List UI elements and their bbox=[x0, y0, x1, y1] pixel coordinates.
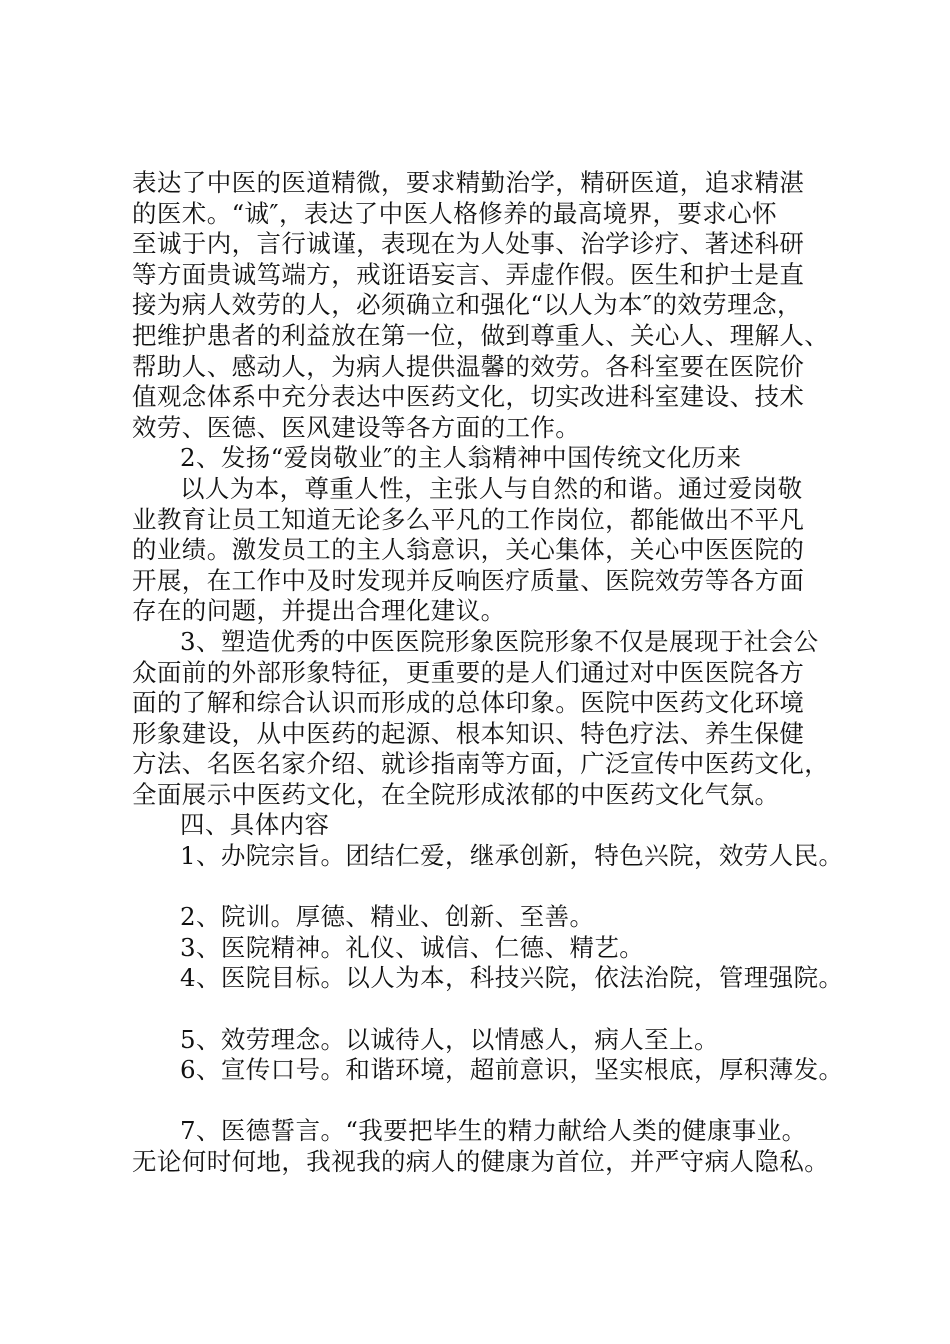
document-page bbox=[132, 168, 844, 1178]
text-line: 至诚于内，言行诚谨，表现在为人处事、治学诊疗、著述科研 bbox=[132, 229, 805, 259]
text-line: 方法、名医名家介绍、就诊指南等方面，广泛宣传中医药文化， bbox=[132, 749, 830, 779]
list-item: 1、办院宗旨。团结仁爱，继承创新，特色兴院，效劳人民。 bbox=[180, 841, 844, 871]
text-line: 等方面贵诚笃端方，戒诳语妄言、弄虚作假。医生和护士是直 bbox=[132, 259, 805, 289]
text-line: 的业绩。激发员工的主人翁意识，关心集体，关心中医医院的 bbox=[132, 535, 805, 565]
list-item: 6、宣传口号。和谐环境，超前意识，坚实根底，厚积薄发。 bbox=[180, 1055, 844, 1085]
text-line: 存在的问题，并提出合理化建议。 bbox=[132, 596, 506, 626]
list-item: 5、效劳理念。以诚待人，以情感人，病人至上。 bbox=[180, 1024, 719, 1054]
text-line: 全面展示中医药文化，在全院形成浓郁的中医药文化气氛。 bbox=[132, 779, 780, 809]
text-line: 众面前的外部形象特征，更重要的是人们通过对中医医院各方 bbox=[132, 657, 805, 687]
list-item: 2、院训。厚德、精业、创新、至善。 bbox=[180, 902, 595, 932]
text-line: 形象建设，从中医药的起源、根本知识、特色疗法、养生保健 bbox=[132, 718, 805, 748]
text-line: 效劳、医德、医风建设等各方面的工作。 bbox=[132, 412, 581, 442]
text-line: 值观念体系中充分表达中医药文化，切实改进科室建设、技术 bbox=[132, 382, 805, 412]
text-line: 把维护患者的利益放在第一位，做到尊重人、关心人、理解人、 bbox=[132, 320, 830, 350]
text-line: 面的了解和综合认识而形成的总体印象。医院中医药文化环境 bbox=[132, 688, 805, 718]
blank-line bbox=[132, 994, 844, 1025]
text-line: 开展，在工作中及时发现并反响医疗质量、医院效劳等各方面 bbox=[132, 565, 805, 595]
text-line: 帮助人、感动人，为病人提供温馨的效劳。各科室要在医院价 bbox=[132, 351, 805, 381]
text-line: 的医术。“诚″，表达了中医人格修养的最高境界，要求心怀 bbox=[132, 198, 777, 228]
blank-line bbox=[132, 1086, 844, 1117]
list-item: 4、医院目标。以人为本，科技兴院，依法治院，管理强院。 bbox=[180, 963, 844, 993]
list-item: 3、医院精神。礼仪、诚信、仁德、精艺。 bbox=[180, 932, 645, 962]
section-heading-2: 2、发扬“爱岗敬业″的主人翁精神中国传统文化历来 bbox=[180, 443, 742, 473]
text-line: 表达了中医的医道精微，要求精勤治学，精研医道，追求精湛 bbox=[132, 168, 805, 197]
list-item: 7、医德誓言。“我要把毕生的精力献给人类的健康事业。 bbox=[180, 1116, 807, 1146]
section-heading-3: 3、塑造优秀的中医医院形象医院形象不仅是展现于社会公 bbox=[180, 626, 819, 656]
text-line: 接为病人效劳的人，必须确立和强化“以人为本″的效劳理念， bbox=[132, 290, 802, 320]
text-line: 业教育让员工知道无论多么平凡的工作岗位，都能做出不平凡 bbox=[132, 504, 805, 534]
section-heading-4: 四、具体内容 bbox=[180, 810, 330, 840]
blank-line bbox=[132, 872, 844, 903]
text-line: 无论何时何地，我视我的病人的健康为首位，并严守病人隐私。 bbox=[132, 1147, 830, 1176]
text-line: 以人为本，尊重人性，主张人与自然的和谐。通过爱岗敬 bbox=[180, 473, 803, 503]
